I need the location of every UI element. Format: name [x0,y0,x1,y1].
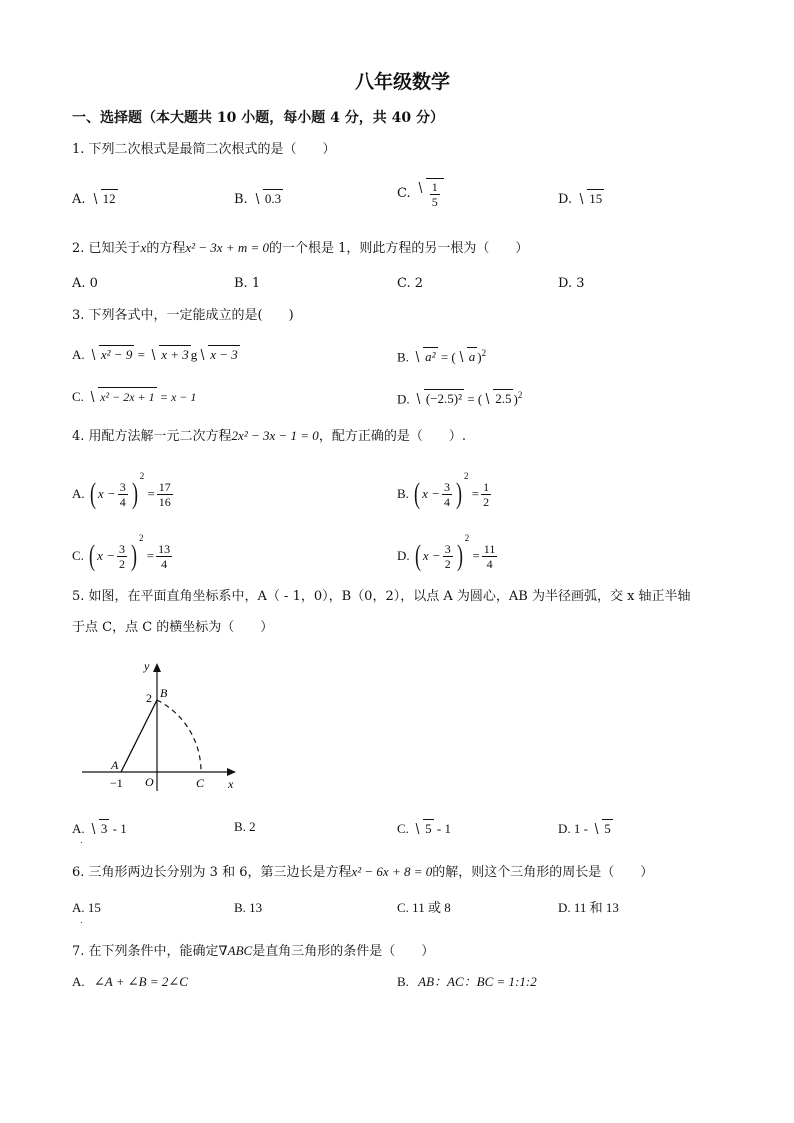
section-heading: 一、选择题（本大题共 10 小题，每小题 4 分，共 40 分） [72,110,444,126]
option-letter: D. [558,192,573,207]
option-letter: A. [72,347,85,362]
radical: 12 [92,189,118,207]
option-letter: D. [397,548,410,564]
label-o: O [145,775,154,789]
q2-stem: 2. 已知关于x的方程x² − 3x + m = 0的一个根是 1，则此方程的另一根为（ ） [72,240,529,256]
option-letter: C. [72,548,84,564]
option-letter: A. [72,192,86,207]
option-letter: C. [397,821,409,836]
marker-dot: . [80,916,83,926]
y-axis-arrow [153,663,161,672]
q3-option-a[interactable]: A. x² − 9 = x + 3 g x − 3 [72,347,238,362]
q3-option-d[interactable]: D. (−2.5)² = ( 2.5 )$^2$ [397,390,523,407]
q2-option-b[interactable]: B. 1 [234,276,261,291]
q1-stem: 1. 下列二次根式是最简二次根式的是（ ） [72,142,336,157]
q5-option-a[interactable]: A. 3 - 1 [72,821,127,836]
option-letter: C. [72,389,84,404]
q5-option-c[interactable]: C. 5 - 1 [397,821,452,836]
q2-option-d[interactable]: D. 3 [558,276,585,291]
q4-option-c[interactable]: C. ( x − $\frac{3}{2}$ )$^2$ = $\frac{13}{4}$ [72,533,171,573]
q7-stem: 7. 在下列条件中，能确定∇ABC是直角三角形的条件是（ ） [72,943,435,959]
label-c: C [196,776,205,790]
q5-stem-line1: 5. 如图，在平面直角坐标系中，A（ - 1，0），B（0，2），以点 A 为圆心，AB 为半径画弧，交 x 轴正半轴 [72,589,691,604]
option-letter: B. [397,486,409,502]
q5-option-d[interactable] [558,819,613,837]
q6-option-a[interactable]: A. 15 [72,900,101,915]
x-axis-arrow [227,768,236,776]
q6-option-d[interactable]: D. 11 和 13 [558,900,619,915]
option-letter: A. [72,486,85,502]
q4-option-a[interactable]: A. ( x − $\frac{3}{4}$ )$^2$ = $\frac{17}{16}$ [72,471,171,511]
q1-option-a[interactable] [72,189,118,208]
q4-stem: 4. 用配方法解一元二次方程2x² − 3x − 1 = 0，配方正确的是（ ）. [72,428,466,444]
option-letter: C. [397,186,411,201]
radical: x − 3 [199,345,240,363]
option-letter: A. [72,974,85,989]
arc-bc [157,700,201,772]
q3-option-c[interactable]: C. x² − 2x + 1 = x − 1 [72,389,197,404]
q4-option-b[interactable]: B. ( x − $\frac{3}{4}$ )$^2$ = $\frac{1}{2}$ [397,471,490,511]
q3-stem: 3. 下列各式中，一定能成立的是( ) [72,308,294,323]
label-y: y [144,659,150,673]
q6-option-c[interactable]: C. 11 或 8 [397,900,451,915]
q7-option-b[interactable]: B. AB：AC：BC = 1:1:2 [397,974,537,989]
radical: a [458,347,478,365]
radical: x² − 9 [90,345,134,363]
radical: 2.5 [484,389,513,407]
fraction: $\frac{1}{5}$ [431,180,438,209]
radical: x² − 2x + 1 [89,387,156,405]
q4-option-d[interactable]: D. ( x − $\frac{3}{2}$ )$^2$ = $\frac{11}{4}$ [397,533,496,573]
q1-option-c[interactable] [397,178,444,209]
option-letter: B. [397,349,409,365]
segment-ab [121,700,157,772]
q5-stem-line2: 于点 C，点 C 的横坐标为（ ） [72,620,274,635]
radical: (−2.5)² [415,389,464,407]
q3-option-b[interactable]: B. a² = ( a )$^2$ [397,348,487,365]
option-letter: B. [234,192,248,207]
label-a: A [111,758,119,772]
radical: x + 3 [150,345,191,363]
label-neg1: −1 [110,776,123,790]
radical: 5 [414,819,434,837]
radical: 3 [90,819,110,837]
page-title: 八年级数学 [355,71,451,93]
option-letter: D. 1 - [558,821,592,836]
q1-option-d[interactable] [558,189,604,208]
radical: 5 [593,819,613,837]
radical [417,178,444,209]
option-letter: A. [72,821,85,836]
option-letter: D. [397,391,410,407]
q1-option-b[interactable] [234,189,283,208]
q2-option-c[interactable]: C. 2 [397,276,424,291]
q5-option-b[interactable]: B. 2 [234,819,256,834]
radical: 15 [578,189,604,207]
q6-stem: 6. 三角形两边长分别为 3 和 6，第三边长是方程x² − 6x + 8 = 0的解，则这个三角形的周长是（ ） [72,864,654,880]
radical: 0.3 [254,189,283,207]
radical: a² [414,347,437,365]
label-2: 2 [146,691,152,705]
option-letter: B. [397,974,409,989]
q2-option-a[interactable]: A. 0 [72,276,98,291]
q7-option-a[interactable]: A. ∠A + ∠B = 2∠C [72,974,188,989]
label-b: B [160,686,168,700]
coordinate-figure [78,655,248,795]
q6-option-b[interactable]: B. 13 [234,900,263,915]
marker-dot: . [80,836,83,846]
label-x: x [228,777,234,791]
